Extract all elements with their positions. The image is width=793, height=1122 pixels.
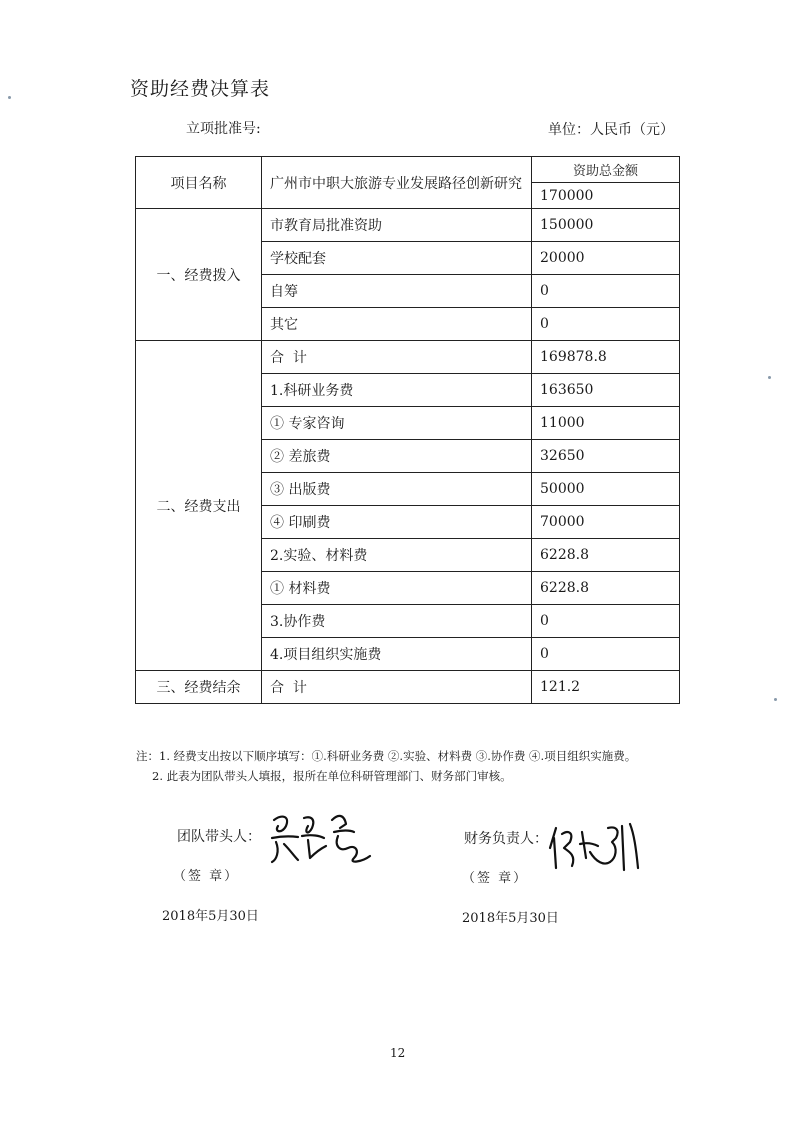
leader-handwritten-signature: [268, 806, 378, 868]
expense-item: 合 计: [262, 341, 532, 374]
expense-value: 163650: [532, 374, 680, 407]
scan-speck: [774, 698, 777, 701]
expense-item: 2.实验、材料费: [262, 539, 532, 572]
funding-category: 一、经费拨入: [136, 209, 262, 341]
expense-value: 70000: [532, 506, 680, 539]
expense-value: 6228.8: [532, 572, 680, 605]
finance-seal-label: （签 章）: [462, 871, 529, 886]
expense-category: 二、经费支出: [136, 341, 262, 671]
funding-value: 20000: [532, 242, 680, 275]
table-row: [136, 209, 680, 242]
note-line: 2. 此表为团队带头人填报，报所在单位科研管理部门、财务部门审核。: [152, 769, 512, 783]
expense-value: 0: [532, 638, 680, 671]
total-amount-value: 170000: [532, 183, 680, 209]
scan-speck: [8, 96, 11, 99]
page-number: 12: [390, 1046, 406, 1060]
project-row: [136, 157, 680, 183]
leader-seal-label: （签 章）: [173, 869, 240, 884]
table-row: [136, 671, 680, 704]
balance-category: 三、经费结余: [136, 671, 262, 704]
budget-table: [135, 156, 680, 704]
expense-value: 32650: [532, 440, 680, 473]
currency-unit-label: 单位：人民币（元）: [548, 122, 674, 138]
funding-item: 其它: [262, 308, 532, 341]
note-line: 注：1. 经费支出按以下顺序填写：①.科研业务费 ②.实验、材料费 ③.协作费 ④.项目组织实施费。: [136, 749, 637, 763]
funding-value: 0: [532, 275, 680, 308]
leader-sign-date: 2018年5月30日: [162, 909, 259, 924]
expense-value: 6228.8: [532, 539, 680, 572]
balance-value: 121.2: [532, 671, 680, 704]
funding-value: 0: [532, 308, 680, 341]
funding-item: 自筹: [262, 275, 532, 308]
leader-signature-label: 团队带头人：: [177, 829, 261, 845]
total-amount-label: 资助总金额: [532, 157, 680, 183]
finance-handwritten-signature: [546, 818, 646, 880]
funding-item: 学校配套: [262, 242, 532, 275]
page-title: 资助经费决算表: [130, 78, 271, 100]
finance-signature-label: 财务负责人：: [464, 831, 548, 847]
table-row: [136, 341, 680, 374]
expense-value: 11000: [532, 407, 680, 440]
expense-item: ③ 出版费: [262, 473, 532, 506]
expense-item: ② 差旅费: [262, 440, 532, 473]
finance-sign-date: 2018年5月30日: [462, 911, 559, 926]
approval-number-label: 立项批准号:: [186, 121, 261, 137]
funding-value: 150000: [532, 209, 680, 242]
expense-item: ① 材料费: [262, 572, 532, 605]
expense-item: ④ 印刷费: [262, 506, 532, 539]
scan-speck: [768, 376, 771, 379]
project-name-value: 广州市中职大旅游专业发展路径创新研究: [262, 157, 532, 209]
expense-item: 1.科研业务费: [262, 374, 532, 407]
expense-item: 3.协作费: [262, 605, 532, 638]
expense-item: ① 专家咨询: [262, 407, 532, 440]
expense-item: 4.项目组织实施费: [262, 638, 532, 671]
expense-value: 169878.8: [532, 341, 680, 374]
notes-block: [136, 746, 636, 786]
expense-value: 0: [532, 605, 680, 638]
funding-item: 市教育局批准资助: [262, 209, 532, 242]
balance-item: 合 计: [262, 671, 532, 704]
expense-value: 50000: [532, 473, 680, 506]
project-name-label: 项目名称: [136, 157, 262, 209]
